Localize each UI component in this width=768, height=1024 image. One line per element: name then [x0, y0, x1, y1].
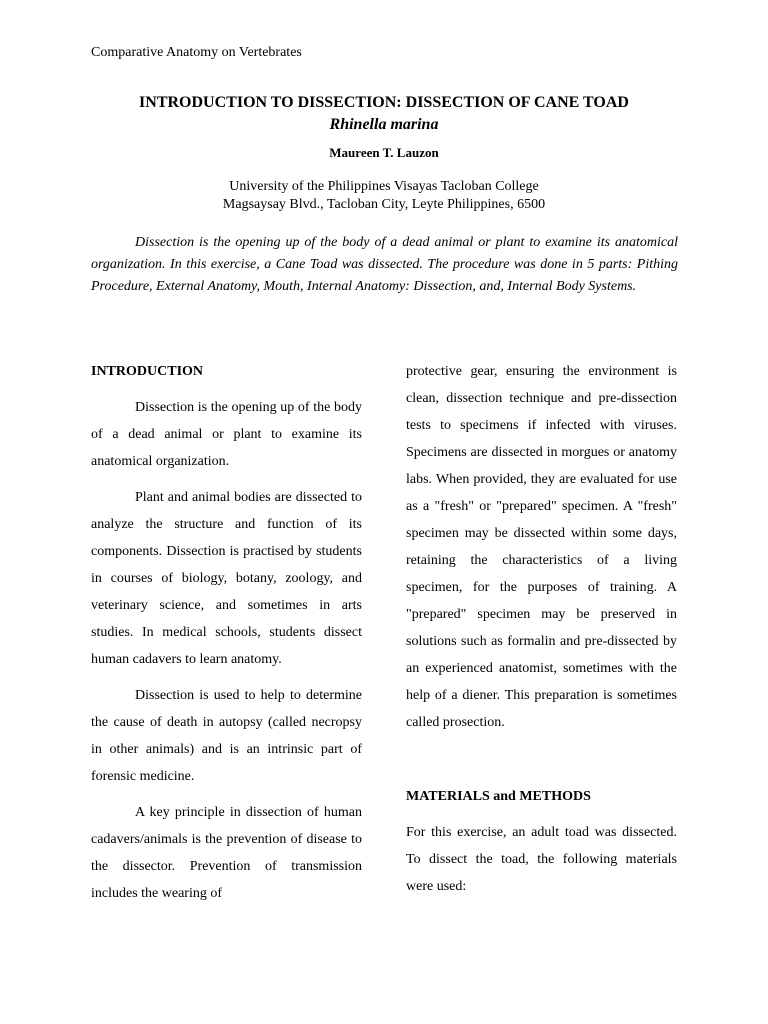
intro-paragraph-1: Dissection is the opening up of the body of a dead animal or plant to examine its anatomical organization. [91, 400, 362, 469]
affiliation-line-2: Magsaysay Blvd., Tacloban City, Leyte Philippines, 6500 [222, 197, 546, 212]
running-head: Comparative Anatomy on Vertebrates [91, 45, 302, 60]
abstract: Dissection is the opening up of the body of a dead animal or plant to examine its anatomical organization. In this exercise, a Cane Toad was dissected. The procedure was done in 5 parts: Pithing Procedure, External Anatomy, Mouth, Internal Anatomy: Dissection, and, Internal Body Systems. [91, 235, 678, 294]
affiliation [0, 178, 768, 214]
section-spacer [406, 745, 677, 783]
left-column [91, 358, 362, 916]
methods-heading: MATERIALS and METHODS [406, 789, 591, 804]
introduction-heading: INTRODUCTION [91, 364, 204, 379]
paper-title: INTRODUCTION TO DISSECTION: DISSECTION OF CANE TOAD [139, 94, 629, 111]
author-name: Maureen T. Lauzon [329, 145, 439, 160]
species-name: Rhinella marina [329, 116, 439, 133]
intro-paragraph-2: Plant and animal bodies are dissected to analyze the structure and function of its components. Dissection is practised by students in courses of biology, botany, zoology, and veterinary science, and sometimes in arts studies. In medical schools, students dissect human cadavers to learn anatomy. [91, 490, 362, 667]
affiliation-line-1: University of the Philippines Visayas Tacloban College [229, 179, 539, 194]
intro-paragraph-3: Dissection is used to help to determine the cause of death in autopsy (called necropsy in other animals) and is an intrinsic part of forensic medicine. [91, 688, 362, 784]
right-column [406, 358, 677, 909]
intro-paragraph-4: A key principle in dissection of human cadavers/animals is the prevention of disease to the dissector. Prevention of transmission includes the wearing of [91, 805, 362, 901]
methods-paragraph: For this exercise, an adult toad was dissected. To dissect the toad, the following materials were used: [406, 825, 677, 894]
intro-continuation: protective gear, ensuring the environment is clean, dissection technique and pre-dissection tests to specimens if infected with viruses. Specimens are dissected in morgues or anatomy labs. When provided, they are evaluated for use as a "fresh" or "prepared" specimen. A "fresh" specimen may be dissected within some days, retaining the characteristics of a living specimen, for the purposes of training. A "prepared" specimen may be preserved in solutions such as formalin and pre-dissected by an experienced anatomist, sometimes with the help of a diener. This preparation is sometimes called prosection. [406, 364, 677, 730]
